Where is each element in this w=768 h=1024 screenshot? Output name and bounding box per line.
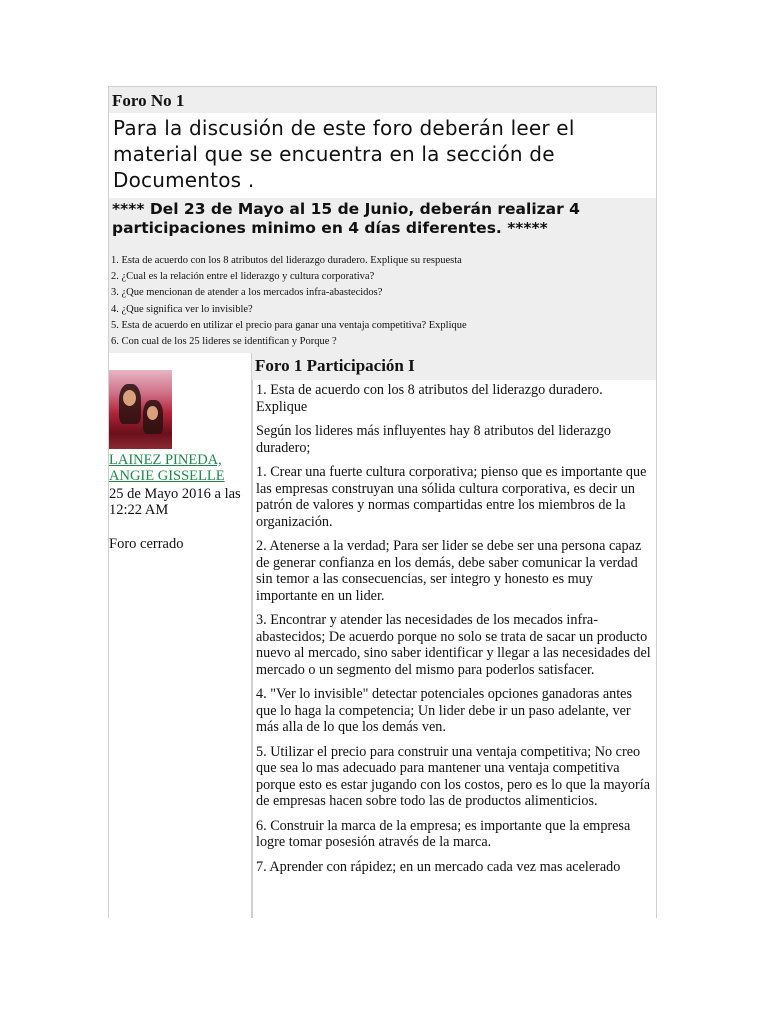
- post-paragraph: 7. Aprender con rápidez; en un mercado cada vez mas acelerado: [256, 858, 621, 875]
- forum-intro: Para la discusión de este foro deberán leer el material que se encuentra en la sección de Documentos .: [109, 113, 656, 198]
- forum-status: Foro cerrado: [109, 536, 184, 552]
- post-paragraph: 5. Utilizar el precio para construir una ventaja competitiva; No creo que sea lo mas adecuado para mantener una ventaja competitiva porque esto es estar jugando con los costos, pero es lo que la mayoría de empresas hacen sobre todo las de productos alimenticios.: [256, 743, 650, 809]
- question-list: [109, 248, 656, 353]
- post-body: [252, 380, 657, 918]
- forum-title: Foro No 1: [109, 87, 656, 113]
- post-content: [252, 353, 657, 918]
- post-title: Foro 1 Participación I: [252, 353, 657, 380]
- post-date: 25 de Mayo 2016 a las 12:22 AM: [109, 486, 241, 518]
- post-paragraph: 1. Crear una fuerte cultura corporativa; pienso que es importante que las empresas construyan una sólida cultura corporativa, es decir un patrón de valores y normas compartidas entre los miembros de la organización.: [256, 464, 647, 530]
- avatar[interactable]: [109, 370, 172, 449]
- question-item: 6. Con cual de los 25 lideres se identifican y Porque ?: [111, 336, 337, 348]
- question-item: 3. ¿Que mencionan de atender a los mercados infra-abastecidos?: [111, 287, 383, 299]
- author-panel: [109, 353, 252, 918]
- post-section: [109, 353, 657, 918]
- post-paragraph: 4. "Ver lo invisible" detectar potenciales opciones ganadoras antes que lo haga la competencia; Un lider debe ir un paso adelante, ver más alla de lo que los demás ven.: [256, 686, 632, 735]
- post-paragraph: 3. Encontrar y atender las necesidades de los mecados infra-abastecidos; De acuerdo porque no solo se trata de sacar un producto nuevo al mercado, sino saber identificar y llegar a las necesidades del mercado o un segmento del mismo para poderlos satisfacer.: [256, 612, 651, 678]
- forum-page: [108, 86, 657, 918]
- post-paragraph: Según los lideres más influyentes hay 8 atributos del liderazgo duradero;: [256, 423, 611, 456]
- post-paragraph: 6. Construir la marca de la empresa; es importante que la empresa logre tomar posesión através de la marca.: [256, 817, 631, 850]
- forum-notice: **** Del 23 de Mayo al 15 de Junio, deberán realizar 4 participaciones minimo en 4 días diferentes. *****: [109, 198, 656, 248]
- post-paragraph: 1. Esta de acuerdo con los 8 atributos del liderazgo duradero. Explique: [256, 382, 603, 415]
- question-item: 2. ¿Cual es la relación entre el liderazgo y cultura corporativa?: [111, 271, 375, 283]
- post-paragraph: 2. Atenerse a la verdad; Para ser lider se debe ser una persona capaz de generar confianza en los demás, debe saber comunicar la verdad sin temor a las consecuencias, ser integro y honesto es muy importante en un lider.: [256, 538, 642, 604]
- author-link[interactable]: LAINEZ PINEDA, ANGIE GISSELLE: [109, 452, 225, 484]
- question-item: 1. Esta de acuerdo con los 8 atributos del liderazgo duradero. Explique su respuesta: [111, 255, 462, 266]
- question-item: 4. ¿Que significa ver lo invisible?: [111, 303, 253, 315]
- question-item: 5. Esta de acuerdo en utilizar el precio para ganar una ventaja competitiva? Explique: [111, 319, 467, 331]
